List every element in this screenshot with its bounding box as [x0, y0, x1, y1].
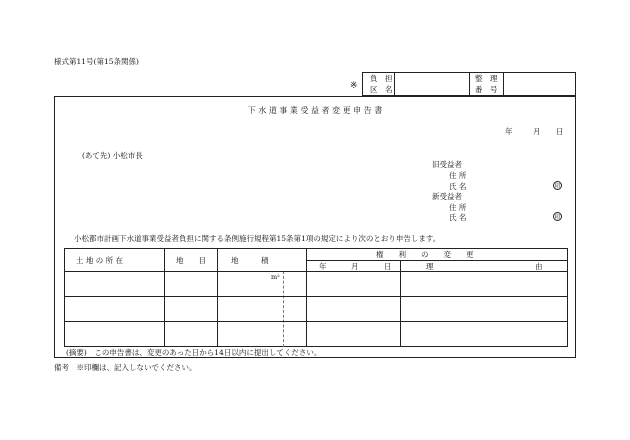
land-table	[64, 248, 568, 347]
sub-col-month: 月	[351, 262, 359, 271]
area-unit: m²	[271, 273, 280, 281]
seal-icon: 印	[554, 214, 561, 221]
summary-note: (摘要) この申告書は、変更のあった日から14日以内に提出してください。	[66, 348, 322, 357]
form-number: 様式第11号(第15条関係)	[54, 57, 139, 66]
sub-col-day: 日	[384, 262, 392, 271]
burden-district-label-2: 区 名	[370, 85, 393, 94]
sub-col-reason-right: 由	[535, 262, 543, 271]
new-address-label: 住 所	[449, 203, 467, 212]
new-name-label: 氏 名	[449, 213, 467, 222]
addressee: (あて先) 小松市長	[82, 151, 143, 160]
date-month: 月	[533, 127, 541, 136]
sub-col-reason-left: 理	[426, 262, 434, 271]
reference-number-label-1: 整 理	[475, 74, 498, 83]
burden-district-label-1: 負 担	[370, 74, 393, 83]
col-rights-change: 権 利 の 変 更	[376, 250, 474, 259]
col-land-location: 土 地 の 所 在	[76, 256, 124, 265]
old-address-label: 住 所	[449, 171, 467, 180]
date-year: 年	[505, 127, 513, 136]
col-land-area: 地 積	[231, 256, 269, 265]
col-land-category: 地 目	[176, 256, 206, 265]
reserved-mark: ※	[350, 81, 358, 91]
date-day: 日	[556, 127, 564, 136]
form-title: 下 水 道 事 業 受 益 者 変 更 申 告 書	[247, 106, 383, 115]
old-name-label: 氏 名	[449, 182, 467, 191]
new-beneficiary-label: 新受益者	[432, 192, 462, 201]
declaration-text: 小松都市計画下水道事業受益者負担に関する条例施行規程第15条第1項の規定により次のとおり申告します。	[74, 234, 441, 243]
reference-number-label-2: 番 号	[475, 85, 498, 94]
seal-icon: 印	[554, 183, 561, 190]
remarks-note: 備考 ※印欄は、記入しないでください。	[54, 363, 197, 372]
sub-col-year: 年	[319, 262, 327, 271]
old-beneficiary-label: 旧受益者	[432, 160, 462, 169]
